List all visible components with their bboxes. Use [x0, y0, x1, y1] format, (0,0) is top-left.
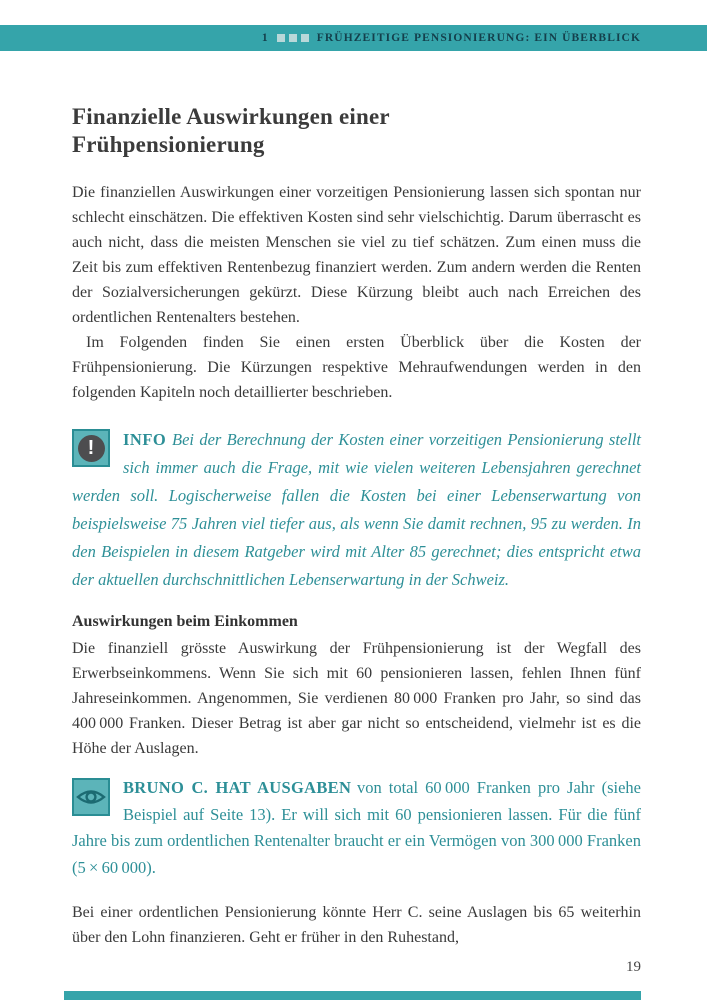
paragraph-income: Die finanziell grösste Auswirkung der Frühpensionierung ist der Wegfall des Erwerbseinkommens. Wenn Sie sich mit 60 pensionieren lassen, fehlen Ihnen fünf Jahreseinkommen. Angenommen, Sie verdienen 80 000 Franken pro Jahr, so sind das 400 000 Franken. Dieser Betrag ist aber gar nicht so entscheidend, vielmehr ist es die Höhe der Auslagen. — [72, 640, 641, 757]
info-box-text: Bei der Berechnung der Kosten einer vorzeitigen Pensionierung stellt sich immer auch die Frage, mit wie vielen weiteren Lebensjahren gerechnet werden soll. Logischerweise fallen die Kosten bei einer Lebenserwartung von beispielsweise 75 Jahren viel tiefer aus, als wenn Sie damit rechnen, 95 zu werden. In den Beispielen in diesem Ratgeber wird mit Alter 85 gerechnet; dies entspricht etwa der aktuellen durchschnittlichen Lebenserwartung in der Schweiz. — [72, 430, 641, 589]
chapter-number: 1 — [261, 32, 269, 44]
example-box-paragraph — [72, 775, 641, 881]
section-subheading: Auswirkungen beim Einkommen — [72, 613, 298, 630]
info-box — [72, 426, 641, 594]
chapter-title: FRÜHZEITIGE PENSIONIERUNG: EIN ÜBERBLICK — [316, 32, 641, 44]
eye-icon — [72, 778, 110, 816]
info-exclamation-icon: ! — [72, 429, 110, 467]
example-box-text: von total 60 000 Franken pro Jahr (siehe Beispiel auf Seite 13). Er will sich mit 60 pensionieren lassen. Für die fünf Jahre bis zum ordentlichen Rentenalter braucht er ein Vermögen von 300 000 Franken (5 × 60 000). — [72, 778, 641, 877]
paragraph-overview: Im Folgenden finden Sie einen ersten Überblick über die Kosten der Frühpensionierung. Die Kürzungen respektive Mehraufwendungen werden in den folgenden Kapiteln noch detaillierter beschrieben. — [72, 334, 641, 401]
paragraph-intro: Die finanziellen Auswirkungen einer vorzeitigen Pensionierung lassen sich spontan nur schlecht einschätzen. Die effektiven Kosten sind sehr vielschichtig. Darum überrascht es auch nicht, dass die meisten Menschen sie viel zu tief schätzen. Zum einen muss die Zeit bis zum effektiven Rentenbezug finanziert werden. Zum andern werden die Renten der Sozialversicherungen gekürzt. Diese Kürzung bleibt auch nach Erreichen des ordentlichen Rentenalters bestehen. — [72, 184, 641, 326]
info-box-label: INFO — [123, 430, 167, 449]
example-box — [72, 775, 641, 881]
example-box-lead: BRUNO C. HAT AUSGABEN — [123, 778, 352, 797]
paragraph-closing: Bei einer ordentlichen Pensionierung könnte Herr C. seine Auslagen bis 65 weiterhin über den Lohn finanzieren. Geht er früher in den Ruhestand, — [72, 904, 641, 946]
footer-rule-bar — [64, 991, 641, 1000]
page-number: 19 — [626, 959, 641, 975]
info-box-paragraph — [72, 426, 641, 594]
page-title: Finanzielle Auswirkungen einer Frühpensionierung — [72, 104, 390, 157]
